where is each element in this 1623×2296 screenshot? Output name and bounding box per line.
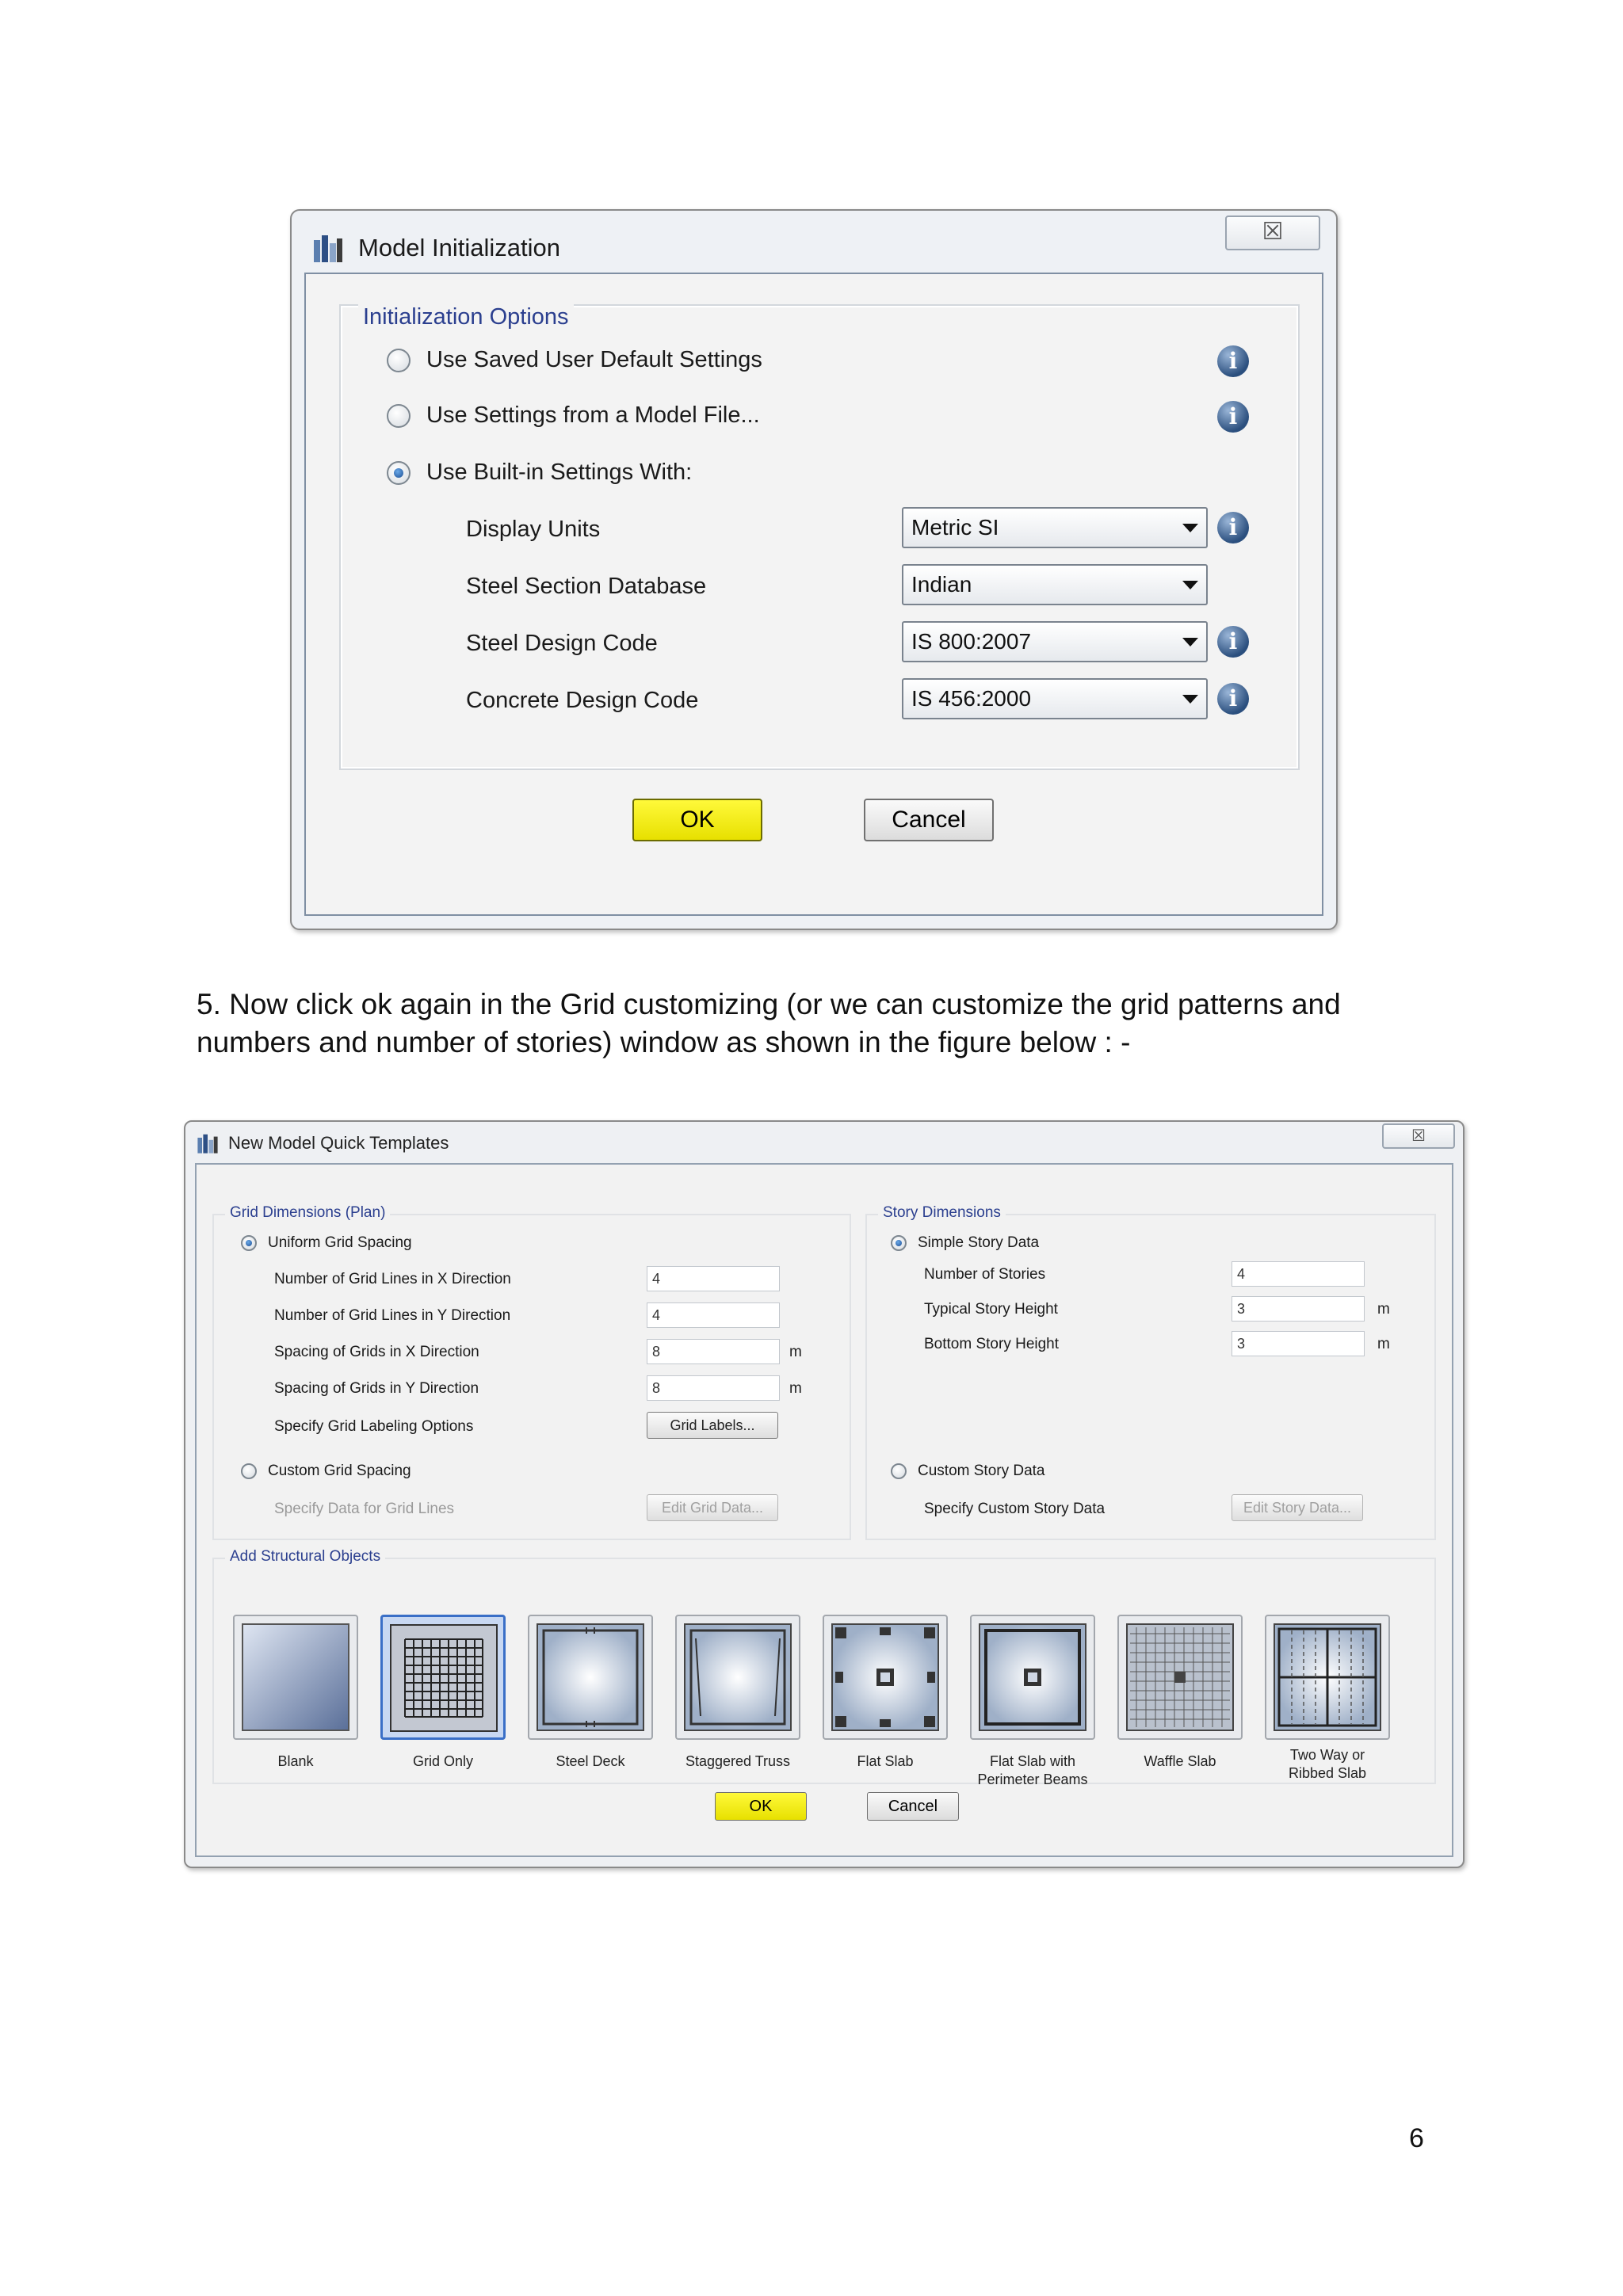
custom-grid-spacing-option[interactable]: Custom Grid Spacing	[241, 1463, 411, 1480]
grid-spacing-x-input[interactable]: 8	[647, 1339, 780, 1364]
concrete-design-code-label: Concrete Design Code	[466, 688, 699, 713]
template-caption: Two Way or Ribbed Slab	[1288, 1747, 1367, 1781]
chevron-down-icon	[1182, 695, 1198, 704]
radio-button-selected[interactable]	[891, 1235, 907, 1251]
grid-dimensions-group	[212, 1204, 851, 1540]
grid-lines-y-input[interactable]: 4	[647, 1302, 780, 1328]
flat-slab-template-icon	[831, 1623, 940, 1732]
edit-story-data-button[interactable]: Edit Story Data...	[1232, 1494, 1363, 1521]
chevron-down-icon	[1182, 638, 1198, 646]
radio-button[interactable]	[387, 404, 411, 428]
group-legend: Grid Dimensions (Plan)	[225, 1204, 390, 1222]
edit-grid-data-button[interactable]: Edit Grid Data...	[647, 1494, 778, 1521]
display-units-select[interactable]: Metric SI	[902, 507, 1208, 548]
steel-design-code-select[interactable]: IS 800:2007	[902, 621, 1208, 662]
steel-deck-template-icon	[536, 1623, 645, 1732]
close-button[interactable]	[1225, 215, 1320, 250]
dialog-client-area	[304, 273, 1323, 916]
number-of-stories-label: Number of Stories	[924, 1266, 1046, 1283]
steel-section-db-select[interactable]: Indian	[902, 564, 1208, 605]
template-grid-only[interactable]	[380, 1615, 506, 1740]
dialog-title-bar	[197, 1130, 449, 1157]
grid-spacing-x-label: Spacing of Grids in X Direction	[274, 1344, 479, 1360]
display-units-label: Display Units	[466, 517, 601, 542]
custom-story-data-option[interactable]: Custom Story Data	[891, 1463, 1045, 1480]
template-flat-slab-perimeter-beams[interactable]	[970, 1615, 1095, 1740]
info-icon[interactable]: i	[1217, 512, 1249, 543]
model-initialization-dialog	[290, 209, 1338, 930]
option-saved-defaults[interactable]	[387, 347, 762, 373]
info-icon[interactable]: i	[1217, 345, 1249, 377]
group-legend: Add Structural Objects	[225, 1548, 385, 1566]
template-caption: Waffle Slab	[1144, 1753, 1216, 1769]
radio-button[interactable]	[387, 349, 411, 372]
grid-lines-x-label: Number of Grid Lines in X Direction	[274, 1271, 511, 1287]
template-caption: Steel Deck	[556, 1753, 625, 1769]
paragraph-line: numbers and number of stories) window as shown in the figure below : -	[197, 1026, 1131, 1058]
dialog-title-bar	[312, 228, 560, 268]
template-blank[interactable]	[233, 1615, 358, 1740]
template-caption: Grid Only	[412, 1753, 474, 1769]
uniform-grid-spacing-option[interactable]: Uniform Grid Spacing	[241, 1234, 412, 1252]
typical-story-height-label: Typical Story Height	[924, 1301, 1058, 1318]
close-button[interactable]	[1382, 1123, 1455, 1149]
ok-button[interactable]: OK	[715, 1792, 807, 1821]
info-icon[interactable]: i	[1217, 401, 1249, 433]
steel-design-code-label: Steel Design Code	[466, 631, 658, 656]
grid-only-template-icon	[389, 1623, 498, 1733]
info-icon[interactable]: i	[1217, 683, 1249, 715]
etabs-app-icon	[312, 232, 344, 264]
initialization-options-group	[339, 304, 1300, 770]
concrete-design-code-select[interactable]: IS 456:2000	[902, 678, 1208, 719]
option-label: Use Settings from a Model File...	[426, 402, 760, 428]
new-model-quick-templates-dialog	[184, 1120, 1465, 1868]
dialog-title: Model Initialization	[358, 234, 561, 261]
template-staggered-truss[interactable]	[675, 1615, 800, 1740]
template-caption: Blank	[277, 1753, 314, 1769]
radio-button-selected[interactable]	[241, 1235, 257, 1251]
template-waffle-slab[interactable]	[1117, 1615, 1243, 1740]
option-label: Use Saved User Default Settings	[426, 347, 762, 372]
bottom-story-height-input[interactable]: 3	[1232, 1331, 1365, 1356]
option-model-file[interactable]	[387, 402, 760, 429]
template-caption: Staggered Truss	[685, 1753, 791, 1769]
bottom-story-height-label: Bottom Story Height	[924, 1336, 1060, 1352]
unit-label: m	[1377, 1301, 1390, 1318]
steel-section-db-label: Steel Section Database	[466, 574, 707, 599]
info-icon[interactable]: i	[1217, 626, 1249, 658]
radio-button[interactable]	[241, 1463, 257, 1479]
blank-template-icon	[241, 1623, 350, 1732]
template-caption: Flat Slab with Perimeter Beams	[977, 1753, 1088, 1787]
chevron-down-icon	[1182, 524, 1198, 532]
option-label: Use Built-in Settings With:	[426, 460, 693, 485]
two-way-ribbed-slab-template-icon	[1273, 1623, 1382, 1732]
close-icon: ☒	[1411, 1127, 1426, 1145]
template-caption: Flat Slab	[857, 1753, 914, 1769]
paragraph-line: 5. Now click ok again in the Grid customizing (or we can customize the grid patterns and	[197, 988, 1341, 1020]
close-icon: ☒	[1262, 219, 1284, 245]
waffle-slab-template-icon	[1125, 1623, 1235, 1732]
number-of-stories-input[interactable]: 4	[1232, 1261, 1365, 1287]
story-dimensions-group	[865, 1204, 1436, 1540]
group-legend: Initialization Options	[358, 304, 574, 330]
dialog-client-area	[195, 1163, 1453, 1857]
typical-story-height-input[interactable]: 3	[1232, 1296, 1365, 1322]
grid-labels-button[interactable]: Grid Labels...	[647, 1412, 778, 1439]
simple-story-data-option[interactable]: Simple Story Data	[891, 1234, 1039, 1252]
template-two-way-ribbed-slab[interactable]	[1265, 1615, 1390, 1740]
ok-button[interactable]: OK	[632, 799, 762, 841]
cancel-button[interactable]: Cancel	[867, 1792, 959, 1821]
grid-lines-data-label: Specify Data for Grid Lines	[274, 1501, 455, 1517]
flat-slab-perimeter-beams-template-icon	[978, 1623, 1087, 1732]
option-built-in[interactable]	[387, 460, 692, 486]
radio-button-selected[interactable]	[387, 461, 411, 485]
cancel-button[interactable]: Cancel	[864, 799, 994, 841]
chevron-down-icon	[1182, 581, 1198, 589]
etabs-app-icon	[197, 1132, 219, 1154]
radio-button[interactable]	[891, 1463, 907, 1479]
unit-label: m	[789, 1344, 802, 1360]
grid-labeling-label: Specify Grid Labeling Options	[274, 1418, 474, 1435]
group-legend: Story Dimensions	[878, 1204, 1006, 1222]
unit-label: m	[789, 1380, 802, 1397]
page-number: 6	[1409, 2123, 1424, 2153]
template-flat-slab[interactable]	[823, 1615, 948, 1740]
dialog-title: New Model Quick Templates	[228, 1133, 449, 1153]
template-steel-deck[interactable]	[528, 1615, 653, 1740]
custom-story-data-label: Specify Custom Story Data	[924, 1501, 1106, 1517]
staggered-truss-template-icon	[683, 1623, 792, 1732]
grid-lines-x-input[interactable]: 4	[647, 1266, 780, 1291]
instruction-paragraph	[197, 986, 1465, 1062]
unit-label: m	[1377, 1336, 1390, 1352]
grid-spacing-y-label: Spacing of Grids in Y Direction	[274, 1380, 479, 1397]
grid-lines-y-label: Number of Grid Lines in Y Direction	[274, 1307, 511, 1324]
grid-spacing-y-input[interactable]: 8	[647, 1375, 780, 1401]
